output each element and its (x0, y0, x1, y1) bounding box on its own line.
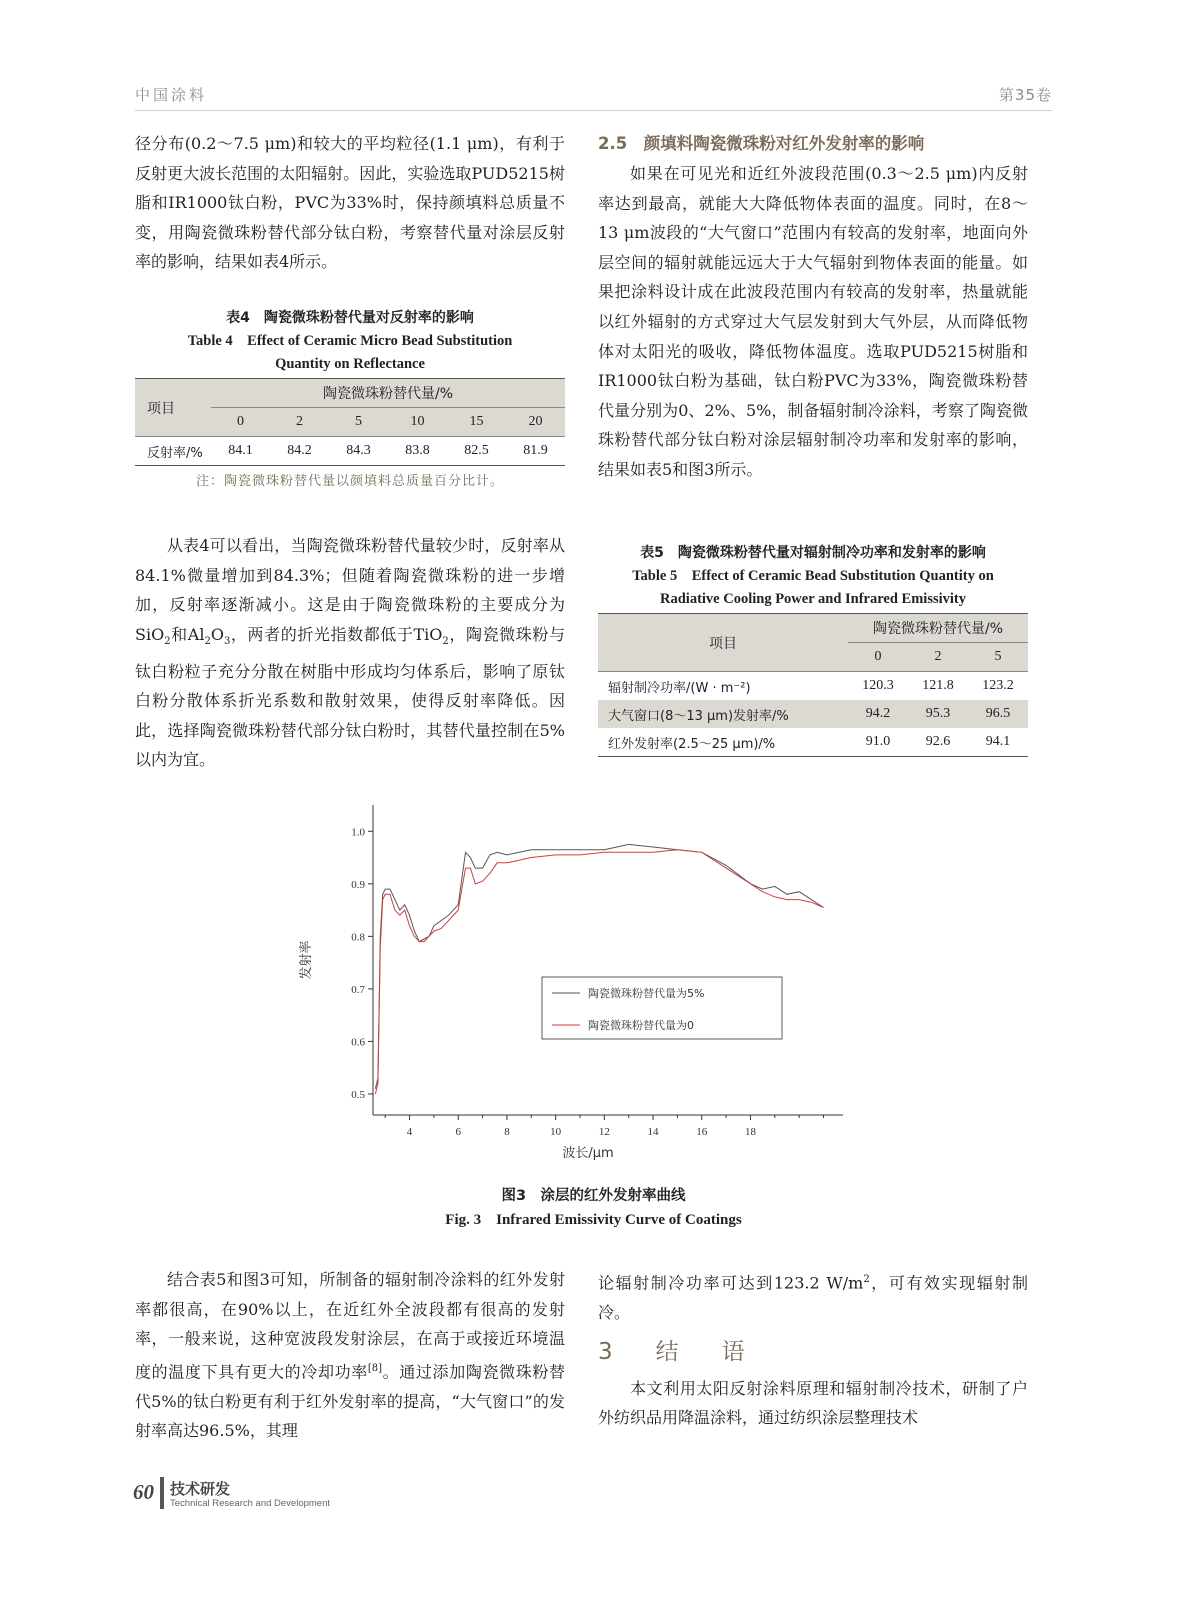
paragraph (598, 1265, 1028, 1328)
footer-bar (160, 1477, 164, 1509)
header-rule (135, 110, 1052, 111)
table4 (135, 378, 565, 466)
text-run: ，陶瓷微珠粉与钛白粉粒子充分分散在树脂中形成均匀体系后，影响了原钛白粉分散体系折光系数和散射效果，使得反射率降低。因此，选择陶瓷微珠粉替代部分钛白粉时，其替代量控制在5%以内为宜。 (135, 624, 565, 770)
chart-series (375, 844, 823, 1094)
left-column-top (135, 129, 565, 277)
table4-cell: 84.1 (228, 443, 253, 458)
table4-caption-en-1: Table 4 Effect of Ceramic Micro Bead Substitution (187, 333, 513, 349)
y-tick-label: 0.8 (351, 931, 365, 944)
table4-col: 0 (211, 408, 270, 437)
table5-cell: 123.2 (982, 678, 1014, 693)
text-run: 从表4可以看出，当陶瓷微珠粉替代量较少时，反射率从84.1%微量增加到84.3%；但随着陶瓷微珠粉的进一步增加，反射率逐渐减小。这是由于陶瓷微珠粉的主要成分为SiO (135, 536, 565, 644)
table4-col: 20 (506, 408, 565, 437)
paragraph (135, 1265, 565, 1446)
subscript: 3 (223, 635, 231, 647)
table4-cell: 82.5 (464, 443, 489, 458)
paragraph: 如果在可见光和近红外波段范围(0.3～2.5 μm)内反射率达到最高，就能大大降低物体表面的温度。同时，在8～13 μm波段的“大气窗口”范围内有较高的发射率，地面向外层空间的辐射就能远远大于大气辐射到物体表面的能量。如果把涂料设计成在此波段范围内有较高的发射率，热量就能以红外辐射的方式穿过大气层发射到大气外层，从而降低物体对太阳光的吸收，降低物体温度。选取PUD5215树脂和IR1000钛白粉为基础，钛白粉PVC为33%，陶瓷微珠粉替代量分别为0、2%、5%，制备辐射制冷涂料，考察了陶瓷微珠粉替代部分钛白粉对涂层辐射制冷功率和发射率的影响，结果如表5和图3所示。 (598, 164, 1028, 479)
chart-legend (542, 977, 782, 1039)
citation-ref: [8] (367, 1362, 383, 1374)
table4-item-header: 项目 (135, 379, 211, 437)
table5-cell: 121.8 (922, 678, 954, 693)
y-tick-label: 1.0 (351, 826, 365, 839)
x-tick-label: 6 (455, 1126, 461, 1138)
text-run: O (210, 624, 224, 644)
text-run: 和Al (170, 624, 205, 644)
table5-row-label: 大气窗口(8～13 μm)发射率/% (598, 700, 848, 728)
footer-section-en: Technical Research and Development (170, 1498, 331, 1509)
figure3-caption-cn: 图3 涂层的红外发射率曲线 (501, 1188, 686, 1204)
table5-cell: 91.0 (865, 734, 891, 749)
table4-row-label: 反射率/% (147, 445, 203, 461)
table5-group-header: 陶瓷微珠粉替代量/% (848, 614, 1028, 643)
table5-col: 2 (908, 643, 968, 672)
table5-cell: 94.1 (985, 734, 1011, 749)
paragraph (135, 531, 565, 775)
table5-cell: 95.3 (908, 700, 968, 728)
x-tick-label: 4 (406, 1126, 413, 1138)
journal-name: 中国涂料 (135, 86, 208, 104)
text-run: 论辐射制冷功率可达到123.2 W/m (598, 1273, 864, 1293)
table5-block (598, 541, 1028, 757)
table5-cell: 92.6 (925, 734, 951, 749)
table5-col: 5 (968, 643, 1028, 672)
table5-item-header: 项目 (598, 614, 848, 672)
paragraph: 径分布(0.2～7.5 μm)和较大的平均粒径(1.1 μm)，有利于反射更大波长范围的太阳辐射。因此，实验选取PUD5215树脂和IR1000钛白粉，PVC为33%时，保持颜填料总质量不变，用陶瓷微珠粉替代部分钛白粉，考察替代量对涂层反射率的影响，结果如表4所示。 (135, 134, 565, 272)
x-tick-label: 12 (598, 1126, 610, 1138)
table4-col: 2 (270, 408, 329, 437)
table4-cell: 84.3 (346, 443, 371, 458)
footer-section-cn: 技术研发 (170, 1480, 231, 1498)
table5-col: 0 (848, 643, 908, 672)
superscript: 2 (863, 1274, 870, 1285)
subscript: 2 (204, 635, 211, 647)
table4-col: 15 (447, 408, 506, 437)
table5-cell: 94.2 (848, 700, 908, 728)
x-tick-label: 10 (550, 1126, 562, 1138)
table4-col: 5 (329, 408, 388, 437)
left-column-bottom (135, 1265, 565, 1446)
left-column-mid (135, 531, 565, 775)
right-column-top (598, 129, 1028, 485)
table5-cell: 96.5 (968, 700, 1028, 728)
text-run: ，两者的折光指数都低于TiO (230, 624, 443, 644)
text-run: ，可有效实现辐射制冷。 (598, 1273, 1028, 1322)
y-tick-label: 0.9 (351, 878, 365, 891)
table4-caption-cn: 表4 陶瓷微珠粉替代量对反射率的影响 (226, 310, 474, 326)
table4-col: 10 (388, 408, 447, 437)
x-tick-label: 14 (647, 1126, 659, 1138)
table4-note: 注：陶瓷微珠粉替代量以颜填料总质量百分比计。 (195, 474, 504, 489)
table4-block (135, 306, 565, 489)
table5-caption-en-2: Radiative Cooling Power and Infrared Emissivity (660, 591, 966, 607)
table5-caption-en-1: Table 5 Effect of Ceramic Bead Substitution Quantity on (632, 568, 994, 584)
volume-label: 第35卷 (998, 86, 1052, 104)
table5-row-label: 红外发射率(2.5～25 μm)/% (608, 736, 776, 752)
table4-cell: 81.9 (523, 443, 548, 458)
figure3-caption-en: Fig. 3 Infrared Emissivity Curve of Coatings (445, 1212, 742, 1228)
section-heading: 3 结 语 (598, 1338, 755, 1365)
subscript: 2 (164, 635, 171, 647)
page-number: 60 (133, 1480, 154, 1504)
legend-label: 陶瓷微珠粉替代量为0 (588, 1019, 694, 1032)
table5-cell: 120.3 (862, 678, 894, 693)
x-tick-label: 16 (696, 1126, 708, 1138)
table4-cell: 83.8 (405, 443, 430, 458)
paragraph: 本文利用太阳反射涂料原理和辐射制冷技术，研制了户外纺织品用降温涂料，通过纺织涂层整理技术 (598, 1378, 1028, 1428)
y-tick-label: 0.7 (351, 983, 365, 996)
text-run: 。通过添加陶瓷微珠粉替代5%的钛白粉更有利于红外发射率的提高，“大气窗口”的发射率高达96.5%，其理 (135, 1362, 565, 1441)
table4-caption-en-2: Quantity on Reflectance (275, 356, 425, 372)
section-title: 2.5 颜填料陶瓷微珠粉对红外发射率的影响 (598, 134, 925, 153)
y-tick-label: 0.5 (351, 1088, 365, 1101)
table4-group-header: 陶瓷微珠粉替代量/% (211, 379, 565, 408)
x-tick-label: 18 (744, 1126, 756, 1138)
subscript: 2 (442, 635, 449, 647)
series-line-0 (375, 844, 823, 1088)
right-column-bottom (598, 1265, 1028, 1433)
y-tick-label: 0.6 (351, 1036, 365, 1049)
text-run: 结合表5和图3可知，所制备的辐射制冷涂料的红外发射率都很高，在90%以上，在近红外全波段都有很高的发射率，一般来说，这种宽波段发射涂层，在高于或接近环境温度的温度下具有更大的冷却功率 (135, 1270, 565, 1382)
table4-cell: 84.2 (287, 443, 312, 458)
emissivity-chart (290, 795, 870, 1175)
legend-label: 陶瓷微珠粉替代量为5% (588, 987, 705, 1000)
table5 (598, 613, 1028, 757)
table5-caption-cn: 表5 陶瓷微珠粉替代量对辐射制冷功率和发射率的影响 (640, 545, 986, 561)
x-axis-label: 波长/μm (562, 1146, 614, 1161)
y-axis-label: 发射率 (299, 940, 314, 980)
table5-row-label: 辐射制冷功率/(W · m⁻²) (608, 680, 751, 696)
x-tick-label: 8 (504, 1126, 510, 1138)
